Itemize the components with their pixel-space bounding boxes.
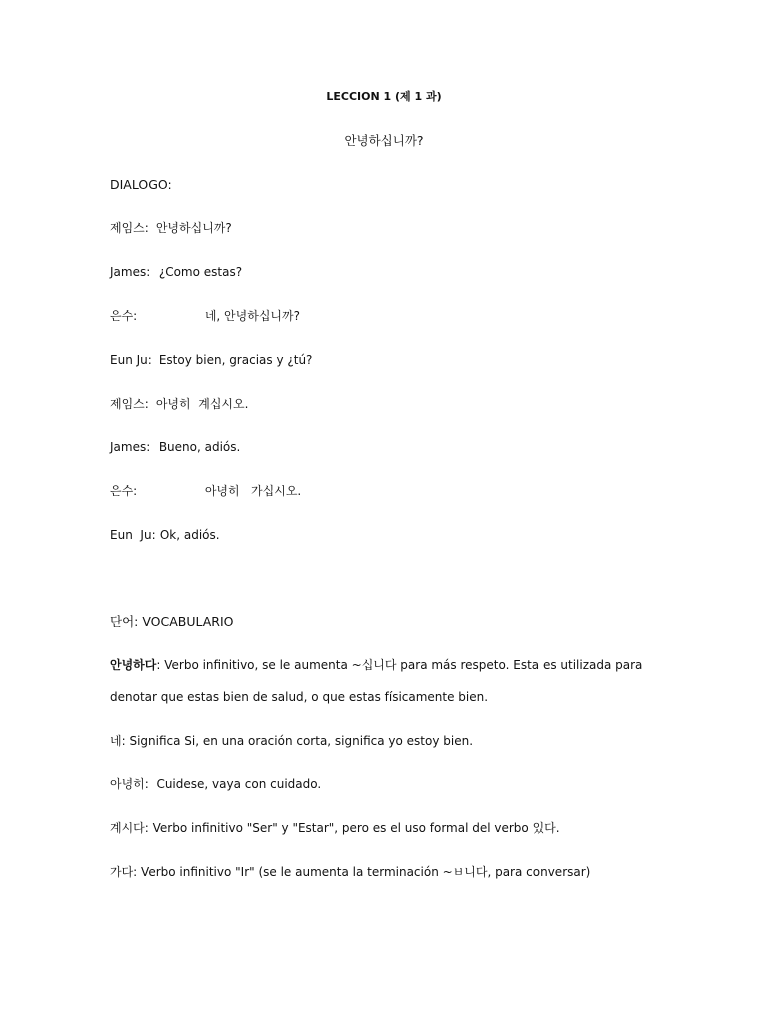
dialog-speaker: Eun Ju: [110,353,152,367]
dialog-speaker: Eun Ju: [110,528,156,542]
dialog-line [110,439,240,455]
dialog-line [110,220,232,236]
vocab-entry [110,733,473,749]
vocab-definition: 가다: Verbo infinitivo "Ir" (se le aumenta la terminación ~ㅂ니다, para conversar) [110,865,591,879]
dialog-speaker: James: [110,440,151,454]
vocab-definition: 아녕히: Cuidese, vaya con cuidado. [110,777,322,791]
dialog-line [110,308,300,324]
dialog-line [110,527,220,543]
dialog-text: Estoy bien, gracias y ¿tú? [158,353,313,367]
vocab-term: 안녕하다 [110,658,157,672]
dialog-text: Bueno, adiós. [158,440,241,454]
vocab-entry [110,820,560,836]
vocab-definition: : Verbo infinitivo, se le aumenta ~십니다 para más respeto. Esta es utilizada para [156,658,643,672]
dialog-speaker: 제임스: [110,397,149,411]
vocab-definition: 계시다: Verbo infinitivo "Ser" y "Estar", pero es el uso formal del verbo 있다. [110,821,560,835]
dialog-line [110,352,312,368]
lesson-subtitle: 안녕하십니까? [344,133,424,148]
dialog-text: ¿Como estas? [158,265,243,279]
dialog-speaker: 은수: [110,309,138,323]
dialog-line [110,264,242,280]
dialog-speaker: 은수: [110,484,138,498]
dialog-text: 네, 안녕하십니까? [204,309,300,323]
dialog-heading: DIALOGO: [110,177,172,192]
dialog-text: 아녕히 가십시오. [204,484,302,498]
vocab-definition: denotar que estas bien de salud, o que estas físicamente bien. [110,690,489,704]
vocab-entry [110,776,321,792]
dialog-speaker: James: [110,265,151,279]
dialog-text: 안녕하십니까? [155,221,232,235]
vocab-entry [110,657,642,673]
vocab-entry [110,689,488,705]
vocab-entry [110,864,590,880]
lesson-title: LECCION 1 (제 1 과) [326,90,442,103]
vocab-heading: 단어: VOCABULARIO [110,614,234,629]
dialog-line [110,483,301,499]
dialog-text: 아녕히 계십시오. [155,397,249,411]
dialog-speaker: 제임스: [110,221,149,235]
vocab-definition: 네: Significa Si, en una oración corta, significa yo estoy bien. [110,734,474,748]
dialog-text: Ok, adiós. [159,528,220,542]
dialog-line [110,396,248,412]
